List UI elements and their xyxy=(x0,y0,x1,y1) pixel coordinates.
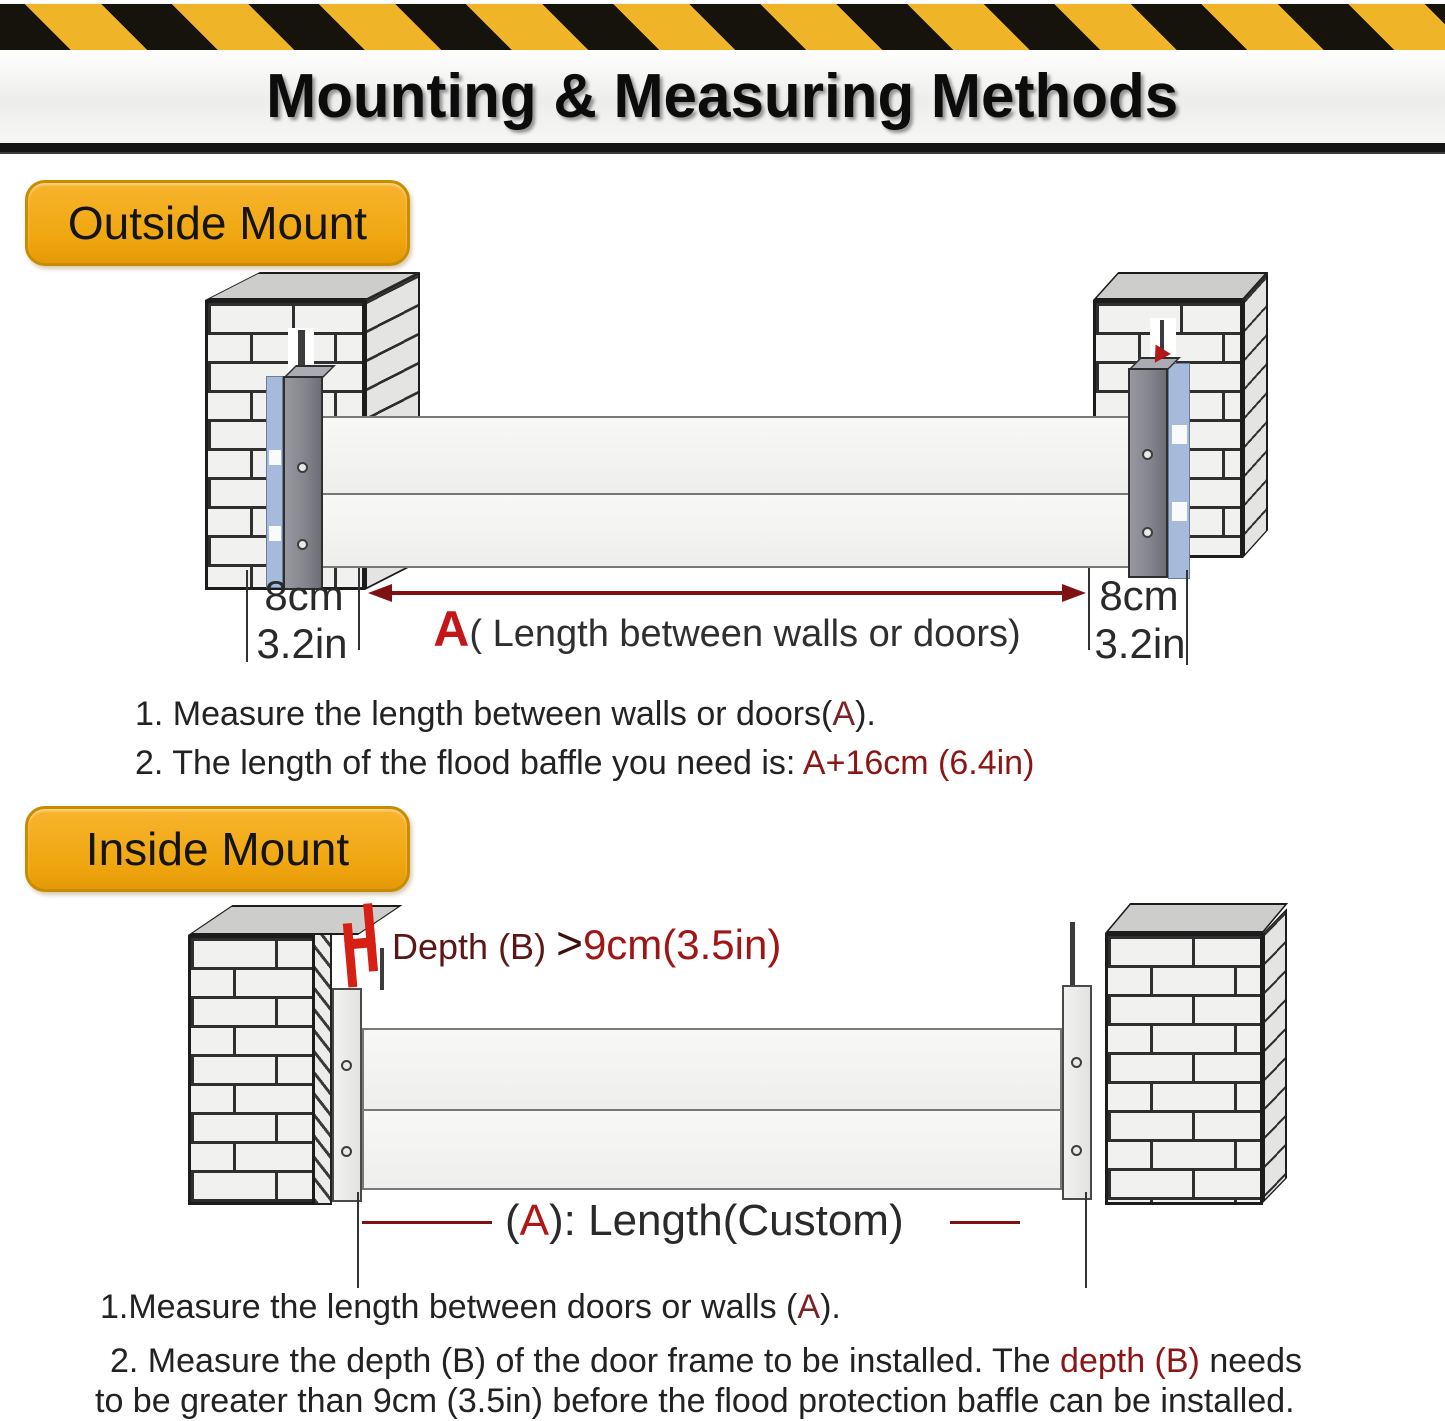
outside-step-1 xyxy=(135,695,876,734)
pillar-left-jamb-edge xyxy=(315,935,332,1205)
seal-strip-left xyxy=(266,376,283,588)
seal-strip-left-mark xyxy=(269,526,281,541)
offset-right-in: 3.2in xyxy=(1094,620,1186,667)
dimension-tick xyxy=(1186,570,1188,665)
screw-hole xyxy=(1071,1145,1082,1156)
barrier-panel-top xyxy=(362,1028,1062,1111)
outside-step-1-end: ). xyxy=(855,695,876,733)
length-label-a: A xyxy=(519,1196,550,1245)
dimension-tick xyxy=(358,568,360,650)
inside-step-2-text: 2. Measure the depth (B) of the door frame to be installed. The xyxy=(110,1342,1061,1380)
seal-strip-right xyxy=(1168,363,1190,579)
pillar-right-top-face xyxy=(1093,272,1268,300)
screw-hole xyxy=(341,1060,352,1071)
outside-step-2-formula: A+16cm (6.4in) xyxy=(802,744,1035,782)
screw-hole xyxy=(297,462,308,473)
screw-hole xyxy=(341,1146,352,1157)
flood-barrier xyxy=(315,416,1135,570)
screw-hole xyxy=(1142,449,1153,460)
span-label-a: A xyxy=(433,601,470,657)
outside-step-1-a: A xyxy=(832,695,856,733)
pillar-right-front-face xyxy=(1105,933,1263,1205)
dimension-tick xyxy=(1088,568,1090,650)
mounting-bracket-right xyxy=(1128,368,1168,578)
seal-strip-right-mark xyxy=(1172,502,1187,521)
offset-left-cm: 8cm xyxy=(264,572,344,619)
offset-right-cm: 8cm xyxy=(1099,572,1179,619)
depth-label xyxy=(392,916,781,970)
inside-step-2-line-1 xyxy=(110,1342,1302,1381)
inside-step-2-line-2: to be greater than 9cm (3.5in) before the flood protection baffle can be installed. xyxy=(95,1382,1295,1420)
screw-hole xyxy=(297,539,308,550)
outside-step-2 xyxy=(135,744,1034,783)
length-label-open: ( xyxy=(505,1196,520,1245)
outside-step-2-text: 2. The length of the flood baffle you need is: xyxy=(135,744,803,782)
inside-mount-badge xyxy=(25,806,410,892)
dimension-line xyxy=(950,1221,1020,1224)
pillar-right-top-face xyxy=(1105,903,1288,933)
page-title: Mounting & Measuring Methods xyxy=(266,62,1179,131)
mounting-bracket-right xyxy=(1062,985,1092,1200)
dimension-line xyxy=(362,1221,492,1224)
inside-mount-badge-label: Inside Mount xyxy=(85,823,350,875)
barrier-panel-bottom xyxy=(362,1109,1062,1190)
offset-left-in: 3.2in xyxy=(256,620,348,667)
pillar-right-side-face xyxy=(1263,908,1287,1203)
span-label xyxy=(368,600,1086,658)
depth-label-text: Depth (B) xyxy=(392,926,557,967)
seal-strip-left-mark xyxy=(269,450,281,465)
dimension-tick xyxy=(1085,1192,1087,1288)
barrier-panel-top xyxy=(315,416,1135,495)
greater-than-sign: > xyxy=(556,917,583,969)
depth-value: 9cm(3.5in) xyxy=(582,921,782,968)
outside-mount-badge xyxy=(25,180,410,266)
screw-hole xyxy=(1071,1057,1082,1068)
depth-indicator-bar xyxy=(343,923,358,988)
length-label-rest: ): Length(Custom) xyxy=(549,1196,904,1245)
title-underline-bar xyxy=(0,143,1445,154)
anchor-rod-right xyxy=(1070,922,1075,986)
dimension-tick xyxy=(357,1192,359,1288)
pillar-right-side-face xyxy=(1243,272,1268,558)
pillar-left-front-face xyxy=(188,935,315,1205)
flood-barrier xyxy=(362,1028,1062,1190)
mounting-bracket-left xyxy=(283,376,323,590)
length-label xyxy=(505,1196,904,1246)
inside-step-1-end: ). xyxy=(820,1288,841,1326)
outside-step-1-text: 1. Measure the length between walls or doors( xyxy=(135,695,833,733)
hazard-tape-banner xyxy=(0,4,1445,50)
depth-indicator xyxy=(334,898,394,998)
width-arrow-line xyxy=(380,591,1074,595)
mounting-bracket-left xyxy=(332,988,362,1202)
seal-strip-right-mark xyxy=(1172,425,1187,444)
inside-step-1 xyxy=(100,1288,841,1327)
title-band xyxy=(0,50,1445,143)
inside-step-1-a: A xyxy=(797,1288,821,1326)
barrier-panel-bottom xyxy=(315,493,1135,568)
outside-mount-badge-label: Outside Mount xyxy=(67,197,368,249)
span-label-text: ( Length between walls or doors) xyxy=(469,613,1021,655)
screw-hole xyxy=(1142,527,1153,538)
inside-step-1-text: 1.Measure the length between doors or walls ( xyxy=(100,1288,798,1326)
inside-step-2-end: needs xyxy=(1199,1342,1302,1380)
inside-step-2-highlight: depth (B) xyxy=(1060,1342,1200,1380)
